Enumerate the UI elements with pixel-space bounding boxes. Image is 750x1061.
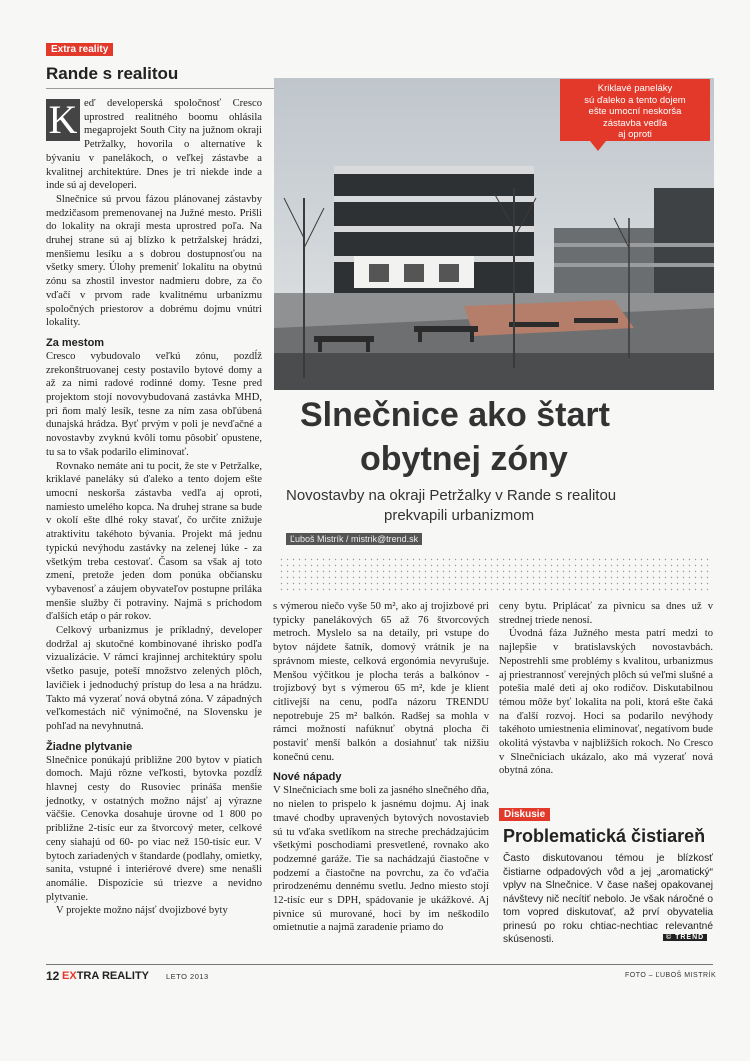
- discussion-title: Problematická čistiareň: [503, 826, 706, 846]
- magazine-name-ex: EX: [62, 970, 77, 982]
- article-headline: [300, 393, 700, 481]
- magazine-name-rest: TRA REALITY: [76, 970, 149, 982]
- article-subhead: [286, 486, 706, 526]
- photo-callout: [560, 79, 710, 141]
- byline: Ľuboš Mistrík / mistrik@trend.sk: [286, 533, 422, 545]
- article-column-1: [46, 97, 262, 918]
- paragraph: Celkový urbanizmus je príkladný, developer dodržal aj skutočné kombinované ihrisko podľa vizualizácie. V rámci krajinnej architektúry spolu všetko pasuje, poteší množstvo zelených plôch, lavičiek i jednoduchý prístup do lesa a na hrádzu. Takto má vyzerať nová obytná zóna. V západných veľkomestách nič výnimočné, na Slovensku je pohľad na nevyhnutná.: [46, 625, 262, 732]
- paragraph: s výmerou niečo vyše 50 m², ako aj trojizbové pri typicky panelákových 65 až 76 štvorcových metroch. Myslelo sa na detaily, pri vstupe do bytov nájdete šatník, domový vrátnik je na správnom mieste, celková ergonómia nevyrušuje. Menšou výčitkou je plocha terás a balkónov - trojizbový byt s výmerou 65 m², kde je klient citlivejší na cenu, podľa názoru TRENDU nepotrebuje 25 m² balkón. Radšej sa mohla v rámci možností nafúknuť obytná plocha či postaviť menší balkón a dosiahnuť tak nižšiu konečnú cenu.: [273, 601, 489, 763]
- callout-line: sú ďaleko a tento dojem: [584, 94, 686, 106]
- subhead-line: Novostavby na okraji Petržalky v Rande s realitou: [286, 487, 617, 504]
- discussion-tag: Diskusie: [499, 808, 550, 821]
- callout-line: Kriklavé paneláky: [597, 83, 673, 94]
- article-column-3: [499, 600, 713, 778]
- callout-line: zástavba vedľa: [602, 117, 668, 129]
- discussion-text: Často diskutovanou témou je blízkosť čistiarne odpadových vôd a jej „aromatický“ vplyv na Slnečnice. V čase našej opakovanej návštevy nič necítiť nebolo. Je však náročné o tom vopred diskutovať, až prví obyvatelia prinesú po roku chtiac-nechtiac relevantné skúsenosti.: [503, 853, 713, 945]
- paragraph: Slnečnice ponúkajú približne 200 bytov v piatich domoch. Majú rôzne veľkosti, bytovka pozdĺž hlavnej cesty do Rusoviec prináša menšie jednotky, v ostatných možno nájsť aj výrazne väčšie. Cenovka dosahuje úrovne od 1 800 po približne 2-tisíc eur za štvorcový meter, celkové ceny siahajú od 60- po viac než 150-tisíc eur. V bytoch zariadených v štandarde (podlahy, omietky, sanita, vstupné i interiérové dvere) sme nenašli anomálie. Dispozície sú triezve a nevidno plytvanie.: [46, 754, 262, 903]
- paragraph: eď developerská spoločnosť Cresco uprostred realitného boomu ohlásila megaprojekt South City na južnom okraji Petržalky, hovorila o alternatíve k bývaniu v panelákoch, o veľkej zástavbe a kvalitnej architektúre. Dnes je tri niekde inde a inde sú aj developeri.: [46, 98, 262, 192]
- photo-credit: FOTO – ĽUBOŠ MISTRÍK: [625, 972, 717, 979]
- paragraph: Rovnako nemáte ani tu pocit, že ste v Petržalke, kriklavé paneláky sú ďaleko a tento dojem ešte umocní neskorša zástavba vedľa aj oproti, namiesto umelého kopca. Na druhej strane sa bude v okolí ešte dlhé roky stavať, čo určite znižuje atraktivitu takéhoto bývania. Projekt má jednu typickú nevýhodu zastávky na zelenej lúke - za všetkým treba cestovať. Časom sa však aj toto zmení, pretože jeden dom ponúka občiansku vybavenosť a záujem obyvateľov postupne priláka menšie služby či potraviny. Najmä s príchodom ďalších etáp o pár rokov.: [46, 460, 262, 623]
- decorative-dot-pattern: [280, 558, 710, 592]
- paragraph: ceny bytu. Priplácať za pivnicu sa dnes už v strednej triede nenosí.: [499, 601, 713, 626]
- section-tag: Extra reality: [46, 43, 113, 56]
- paragraph: V projekte možno nájsť dvojizbové byty: [56, 905, 228, 917]
- drop-cap: K: [46, 99, 80, 141]
- paragraph: Cresco vybudovalo veľkú zónu, pozdĺž zrekonštruovanej cesty postavilo bytové domy a až za nimi radové rodinné domy. Tesne pred projektom stojí novovybudovaná zastávka MHD, pri ňom malý lesík, tesne za ním zasa obľúbená dunajská hrádza. Byť prvým v poli je nevďačné a novostavby zvyknú kvôli tomu pôsobiť opustene, tu sa to však podarilo eliminovať.: [46, 350, 262, 458]
- article-column-2: [273, 600, 489, 935]
- subhead-line: prekvapili urbanizmom: [384, 507, 535, 524]
- subheading: Za mestom: [46, 336, 105, 349]
- headline-line: Slnečnice ako štart: [300, 396, 610, 434]
- section-title: Rande s realitou: [46, 64, 179, 83]
- footer-divider: [46, 964, 713, 965]
- paragraph: Slnečnice sú prvou fázou plánovanej zástavby medzičasom premenovanej na Južné mesto. Prišli do lokality na okraji mesta uprostred poľa. Na druhej strane sú aj blízko k petržalskej hrádzi, menšiemu lesíku a s dobrou dostupnosťou na všetky smery. Úlohy premeniť lokalitu na obytnú zónu sa zhostil investor nadmieru dobre, za čo vďačí v prvom rade kvalitnému urbanizmu spoločných priestorov a dobrému dojmu vnútri lokality.: [46, 193, 262, 329]
- subheading: Nové nápady: [273, 771, 342, 784]
- magazine-name: [62, 970, 149, 982]
- callout-line: aj oproti: [618, 129, 652, 140]
- callout-line: ešte umocní neskorša: [588, 106, 682, 117]
- paragraph: Úvodná fáza Južného mesta patrí medzi to najlepšie v bratislavských novostavbách. Nepostrehli sme problémy s kvalitou, urbanizmus aj priestrannosť verejných plôch sú veľmi slušné a potešia malé deti aj oko rodičov. Diskutabilnou témou môže byť lokalita na poli, ktorá ešte čaká na ďalší rozvoj. Hoci sa podarilo nevýhody takéhoto umiestnenia eliminovať, negatívom bude okolitá výstavba v najbližších rokoch. No Cresco v Slnečniciach ukázalo, ako má vyzerať nová obytná zóna.: [499, 628, 713, 777]
- issue-label: LETO 2013: [166, 972, 209, 981]
- subheading: Žiadne plytvanie: [46, 740, 133, 753]
- headline-line: obytnej zóny: [360, 440, 568, 478]
- paragraph: V Slnečniciach sme boli za jasného slnečného dňa, no nielen to prispelo k jasnému dojmu. Aj inak tmavé chodby upravených bytových novostavieb sú tu vďaka svetlíkom na streche prechádzajúcim všetkými poschodiami presvetlené, rovnako ako podzemné garáže. Tie sa nachádzajú čiastočne v podzemí a čiastočne na povrchu, za čo vďačia prirodzenému dennému svetlu. Jedno miesto stojí 12-tisíc eur s DPH, spádovanie je ukážkové. Aj pivnice sú murované, hoci by im neškodilo omietnutie a najmä zaradenie priamo do: [273, 785, 489, 934]
- page-number: 12: [46, 969, 60, 983]
- trend-logo: © TREND: [663, 934, 707, 941]
